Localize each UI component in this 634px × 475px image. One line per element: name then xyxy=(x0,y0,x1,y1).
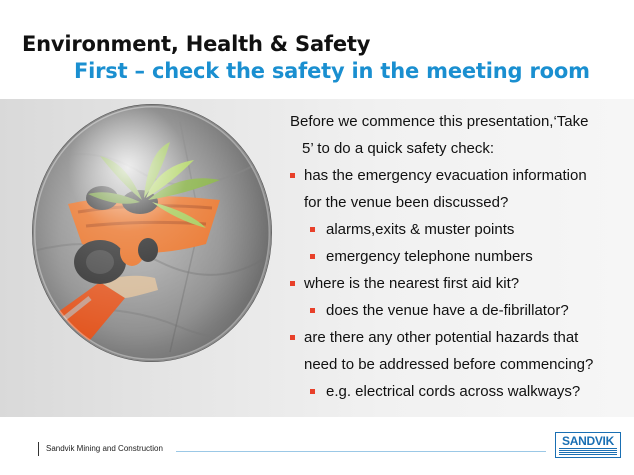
sub-bullet-1-2 xyxy=(290,243,626,270)
sub-bullet-3-1 xyxy=(290,378,626,405)
bullet-marker-icon xyxy=(310,389,315,394)
bullet-marker-icon xyxy=(310,308,315,313)
bullet-marker-icon xyxy=(290,173,295,178)
safety-checklist xyxy=(290,108,626,405)
bullet-3-cont: need to be addressed before commencing? xyxy=(304,356,594,373)
bullet-marker-icon xyxy=(290,281,295,286)
bullet-marker-icon xyxy=(310,254,315,259)
bullet-1 xyxy=(290,162,626,189)
intro-line-2: 5’ to do a quick safety check: xyxy=(302,140,495,157)
sub-bullet-1-1 xyxy=(290,216,626,243)
safety-orb-image xyxy=(30,102,274,364)
sub-bullet-1-1-text: alarms,exits & muster points xyxy=(326,221,515,238)
sandvik-logo xyxy=(555,432,621,458)
bullet-1-cont: for the venue been discussed? xyxy=(304,194,509,211)
bullet-3 xyxy=(290,324,626,351)
sub-bullet-2-1-text: does the venue have a de-fibrillator? xyxy=(326,302,569,319)
bullet-3-text: are there any other potential hazards that xyxy=(304,329,579,346)
footer-divider xyxy=(38,442,39,456)
intro-line-1: Before we commence this presentation,‘Take xyxy=(290,113,589,130)
bullet-marker-icon xyxy=(310,227,315,232)
footer-company: Sandvik Mining and Construction xyxy=(46,444,163,453)
bullet-marker-icon xyxy=(290,335,295,340)
sub-bullet-3-1-text: e.g. electrical cords across walkways? xyxy=(326,383,581,400)
sub-bullet-1-2-text: emergency telephone numbers xyxy=(326,248,533,265)
sub-bullet-2-1 xyxy=(290,297,626,324)
slide-title: Environment, Health & Safety xyxy=(22,32,371,56)
logo-stripes-icon xyxy=(559,448,617,455)
bullet-2-text: where is the nearest first aid kit? xyxy=(304,275,520,292)
slide-subtitle: First – check the safety in the meeting room xyxy=(74,59,590,83)
logo-wordmark: SANDVIK xyxy=(562,434,614,448)
bullet-2 xyxy=(290,270,626,297)
bullet-1-text: has the emergency evacuation information xyxy=(304,167,587,184)
footer-rule xyxy=(176,451,546,452)
